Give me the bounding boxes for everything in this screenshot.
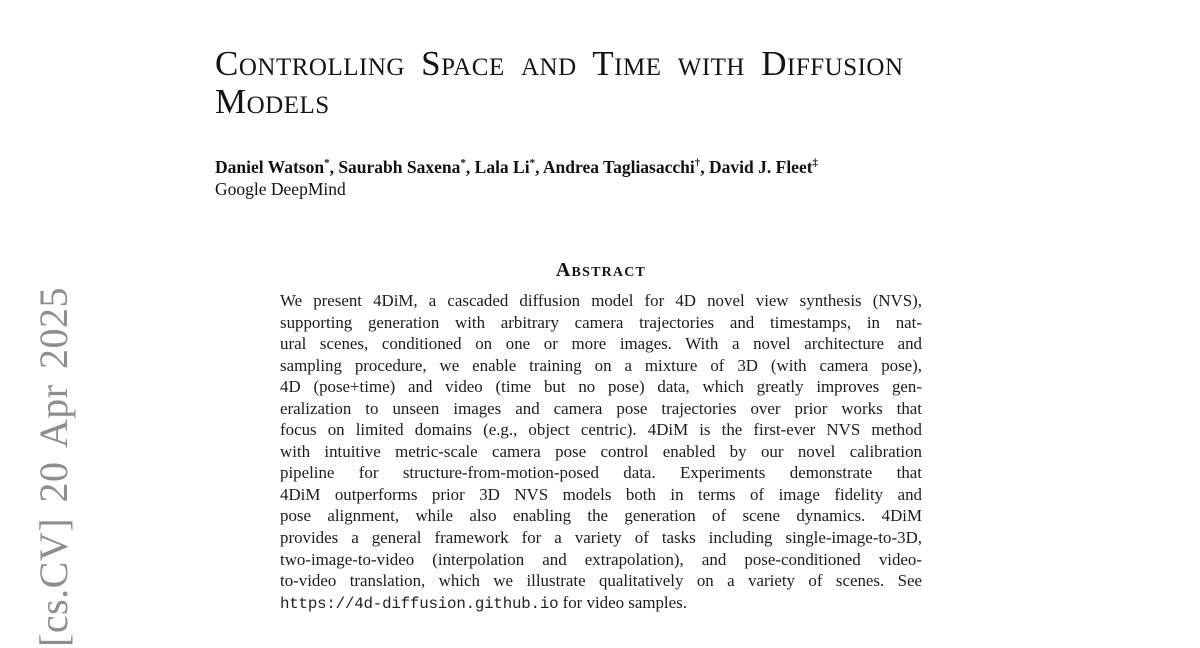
abstract-heading: Abstract [555, 259, 647, 281]
author-name: Saurabh Saxena [338, 157, 461, 177]
affiliation: Google DeepMind [215, 179, 346, 199]
paper-title [215, 45, 1015, 121]
abstract-line: 4DiM outperforms prior 3D NVS models both in terms of image fidelity and [280, 484, 922, 504]
abstract-line: provides a general framework for a variety of tasks including single-image-to-3D, [280, 528, 922, 548]
abstract-line: to-video translation, which we illustrate qualitatively on a variety of scenes. See [280, 571, 922, 591]
authors-line [215, 156, 818, 178]
abstract-line: two-image-to-video (interpolation and extrapolation), and pose-conditioned video- [280, 549, 922, 569]
author-separator: , [465, 157, 475, 177]
author-superscript: † [694, 157, 701, 170]
abstract-line: supporting generation with arbitrary camera trajectories and timestamps, in nat- [280, 312, 922, 332]
author-superscript: * [460, 157, 466, 170]
author-separator: , [535, 157, 543, 177]
paper-title-line-1: Controlling Space and Time with Diffusion [215, 44, 904, 83]
abstract-line: 4D (pose+time) and video (time but no pose) data, which greatly improves gen- [280, 377, 922, 397]
abstract-line: focus on limited domains (e.g., object centric). 4DiM is the first-ever NVS method [280, 420, 922, 440]
author-name: Lala Li [474, 157, 530, 177]
paper-title-line-2: Models [215, 82, 330, 121]
arxiv-watermark: [cs.CV] 20 Apr 2025 [31, 286, 76, 647]
abstract-line-tail: for video samples. [558, 592, 687, 612]
paper-url[interactable]: https://4d-diffusion.github.io [280, 594, 559, 613]
author-separator: , [700, 157, 710, 177]
abstract-line: pipeline for structure-from-motion-posed data. Experiments demonstrate that [280, 463, 922, 483]
author-superscript: ‡ [812, 157, 819, 170]
abstract-line: We present 4DiM, a cascaded diffusion model for 4D novel view synthesis (NVS), [280, 291, 922, 310]
abstract-line: pose alignment, while also enabling the generation of scene dynamics. 4DiM [280, 506, 922, 526]
abstract-line: eralization to unseen images and camera pose trajectories over prior works that [280, 398, 922, 418]
abstract-line [280, 592, 922, 616]
abstract-line: sampling procedure, we enable training on a mixture of 3D (with camera pose), [280, 355, 922, 375]
abstract-line: ural scenes, conditioned on one or more images. With a novel architecture and [280, 334, 922, 354]
abstract-text [280, 290, 922, 615]
author-superscript: * [324, 157, 330, 170]
author-superscript: * [529, 157, 536, 170]
author-separator: , [329, 157, 339, 177]
author-name: David J. Fleet [709, 157, 813, 177]
author-name: Andrea Tagliasacchi [542, 157, 695, 177]
abstract-line: with intuitive metric-scale camera pose control enabled by our novel calibration [280, 441, 922, 461]
author-name: Daniel Watson [215, 157, 325, 177]
